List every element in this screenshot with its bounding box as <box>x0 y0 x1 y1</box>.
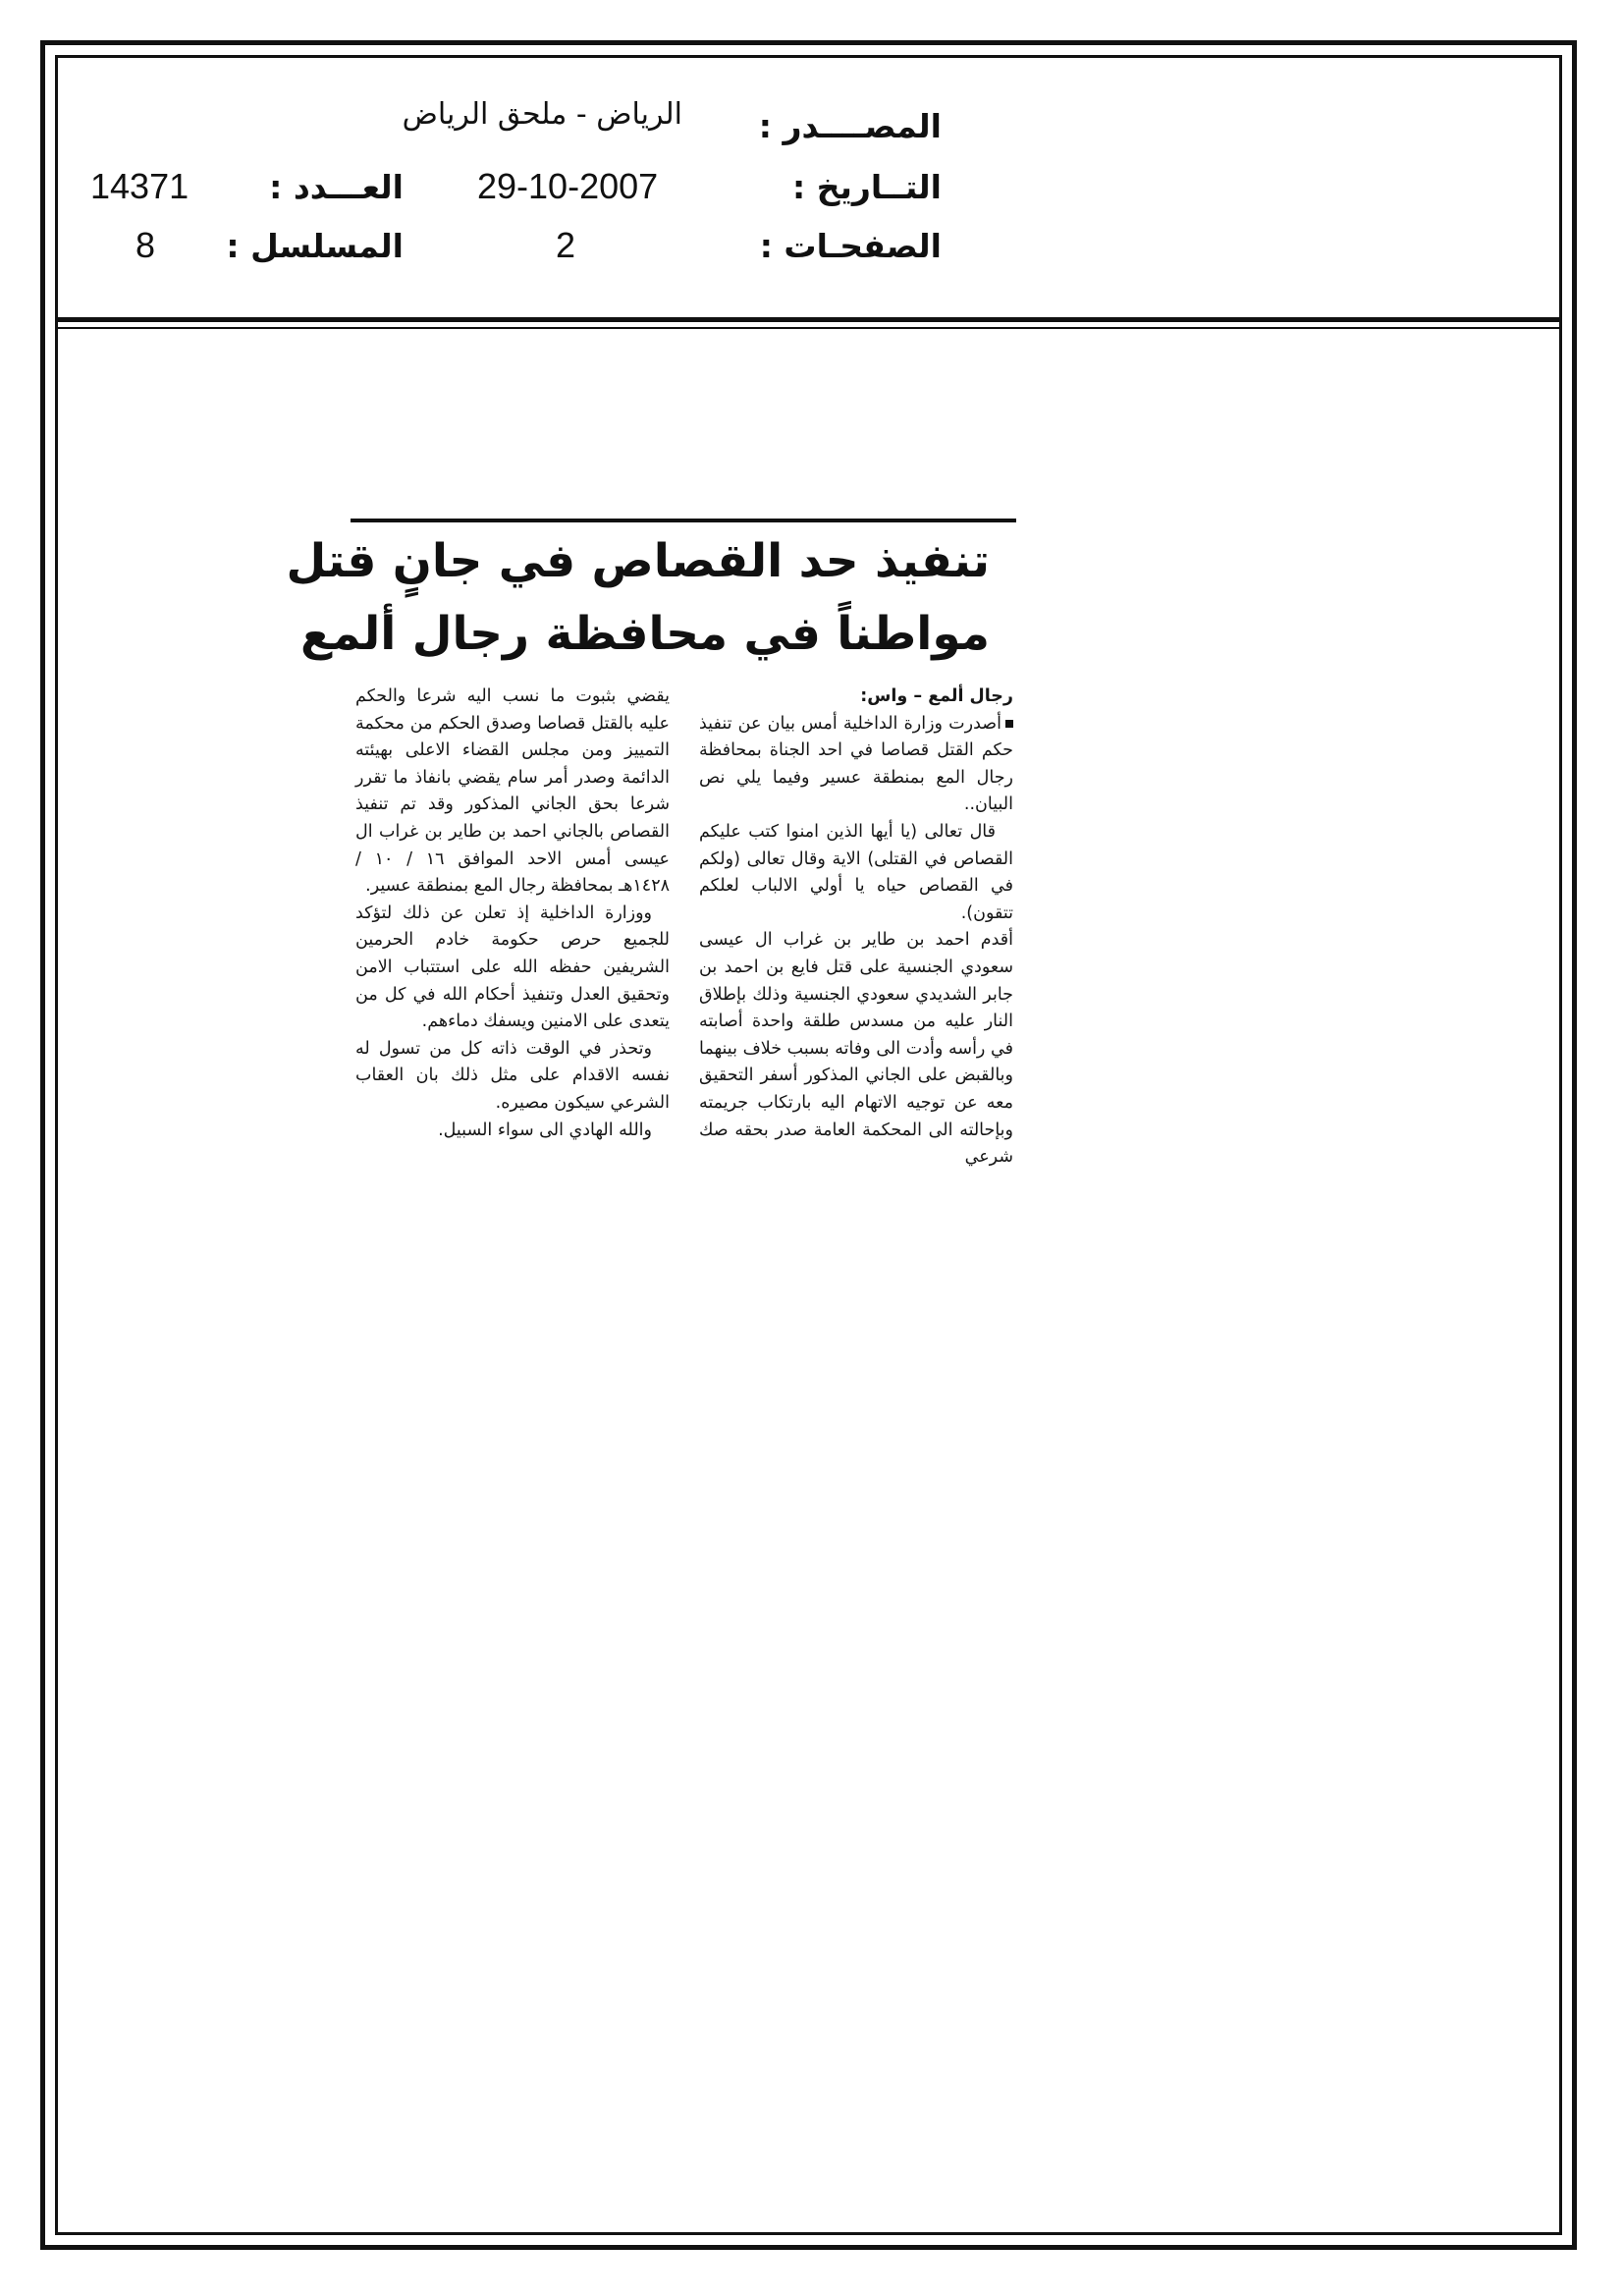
headline-line-2: مواطناً في محافظة رجال ألمع <box>300 607 990 661</box>
article-paragraph <box>699 711 1013 819</box>
issue-label: العـــدد : <box>269 168 404 206</box>
pages-value: 2 <box>556 225 576 265</box>
article-column-left <box>355 683 670 1144</box>
date-value: 29-10-2007 <box>477 166 659 206</box>
paragraph-text: أصدرت وزارة الداخلية أمس بيان عن تنفيذ حكم القتل قصاصا في احد الجناة بمحافظة رجال المع بمنطقة عسير وفيما يلي نص البيان.. <box>699 713 1013 815</box>
date-label: التــاريخ : <box>792 168 942 206</box>
bullet-icon <box>1005 720 1013 728</box>
article-paragraph: أقدم احمد بن طاير بن غراب ال عيسى سعودي الجنسية على قتل فايع بن احمد بن جابر الشديدي سعودي الجنسية وذلك بإطلاق النار عليه من مسدس طلقة واحدة أصابته في رأسه وأدت الى وفاته بسبب خلاف بينهما وبالقبض على الجاني المذكور أسفر التحقيق معه عن توجيه الاتهام اليه بارتكاب جريمته وبإحالته الى المحكمة العامة صدر بحقه صك شرعي <box>699 930 1013 1168</box>
pages-label: الصفحـات : <box>759 227 942 265</box>
article-top-rule <box>351 519 1016 522</box>
source-value: الرياض - ملحق الرياض <box>402 97 682 132</box>
article-paragraph: وتحذر في الوقت ذاته كل من تسول له نفسه الاقدام على مثل ذلك بان العقاب الشرعي سيكون مصيره. <box>355 1038 670 1113</box>
article-paragraph: قال تعالى (يا أيها الذين امنوا كتب عليكم القصاص في القتلى) الاية وقال تعالى (ولكم في القصاص حياه يا أولي الالباب لعلكم تتقون). <box>699 821 1013 923</box>
article-paragraph: يقضي بثبوت ما نسب اليه شرعا والحكم عليه بالقتل قصاصا وصدق الحكم من محكمة التمييز ومن مجلس القضاء الاعلى بهيئته الدائمة وصدر أمر سام يقضي بانفاذ ما تقرر شرعا بحق الجاني المذكور وقد تم تنفيذ القصاص بالجاني احمد بن طاير بن غراب ال عيسى أمس الاحد الموافق ١٦ / ١٠ / ١٤٢٨هـ بمحافظة رجال المع بمنطقة عسير. <box>355 686 670 897</box>
headline-line-1: تنفيذ حد القصاص في جانٍ قتل <box>286 534 990 588</box>
source-label: المصــــدر : <box>758 107 942 145</box>
serial-label: المسلسل : <box>226 227 404 265</box>
issue-value: 14371 <box>90 166 189 206</box>
serial-value: 8 <box>135 225 156 265</box>
article-paragraph: ووزارة الداخلية إذ تعلن عن ذلك لتؤكد للجميع حرص حكومة خادم الحرمين الشريفين حفظه الله على استتباب الامن وتحقيق العدل وتنفيذ أحكام الله في كل من يتعدى على الامنين ويسفك دماءهم. <box>355 902 670 1032</box>
header-rule-thin <box>55 327 1562 329</box>
article-paragraph: والله الهادي الى سواء السبيل. <box>438 1120 652 1140</box>
byline: رجال ألمع – واس: <box>860 686 1013 706</box>
header-rule <box>55 317 1562 322</box>
article-column-right <box>699 683 1013 1172</box>
